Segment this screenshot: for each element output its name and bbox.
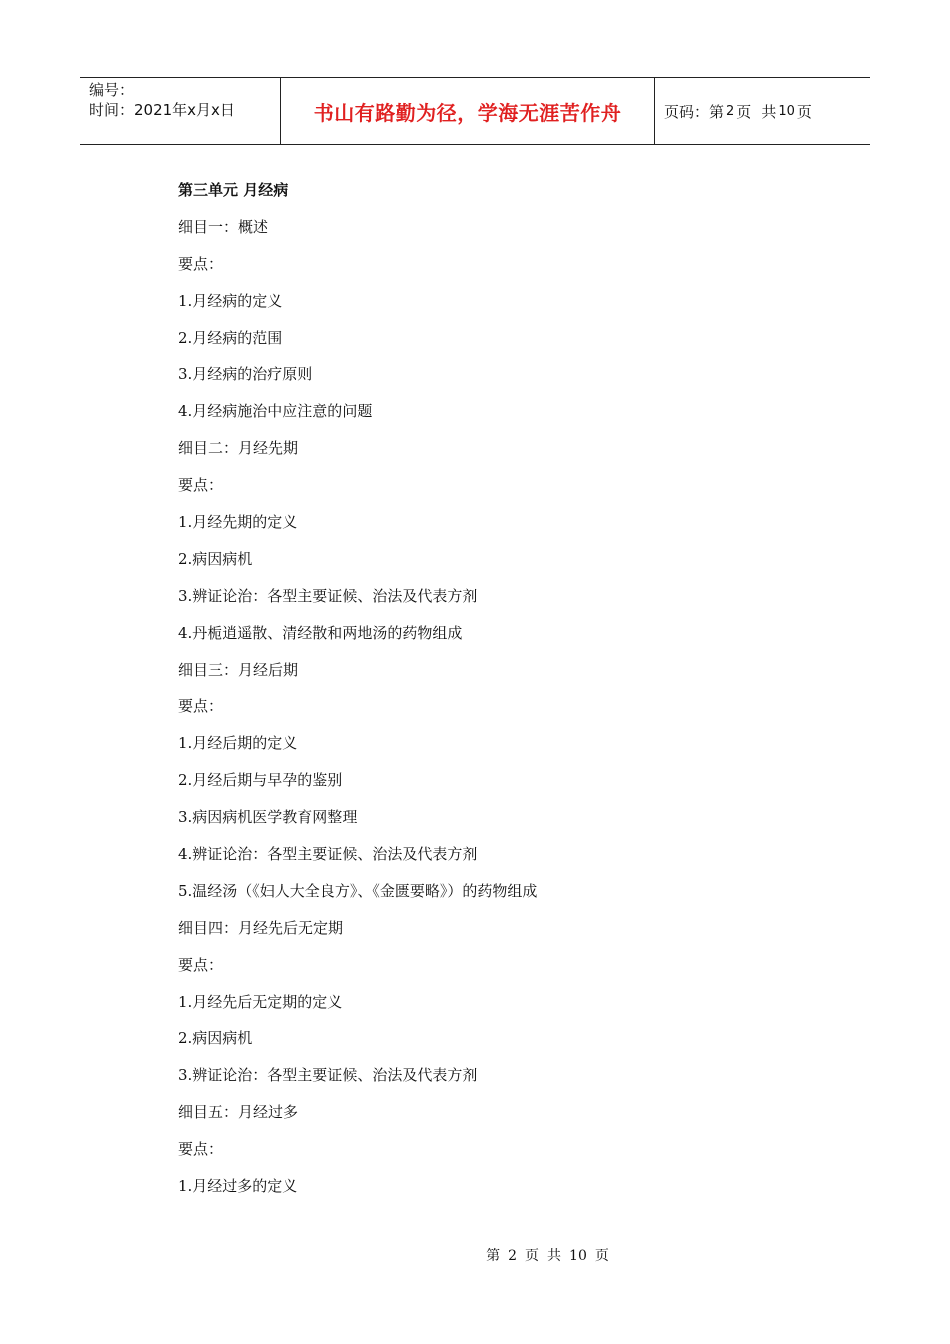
list-item: 1.月经先后无定期的定义 <box>178 992 343 1011</box>
document-time-label: 时间：2021年x月x日 <box>89 101 235 119</box>
page-suffix: 页 <box>736 102 752 121</box>
list-item: 1.月经病的定义 <box>178 291 283 310</box>
document-body <box>178 172 828 1205</box>
document-header <box>80 77 870 145</box>
key-points-label: 要点： <box>178 1140 224 1159</box>
page-footer <box>0 1245 950 1265</box>
header-motto <box>281 78 655 144</box>
subsection-heading: 细目四：月经先后无定期 <box>178 918 344 937</box>
footer-total-pages: 10 <box>569 1248 587 1264</box>
list-item: 3.病因病机医学教育网整理 <box>178 808 358 827</box>
footer-prefix: 第 <box>486 1248 501 1264</box>
page-prefix: 页码：第 <box>664 102 725 121</box>
footer-page-word: 页 <box>525 1248 540 1264</box>
list-item: 1.月经后期的定义 <box>178 734 298 753</box>
list-item: 4.辨证论治：各型主要证候、治法及代表方剂 <box>178 845 478 864</box>
page-total-suffix: 页 <box>796 102 812 121</box>
list-item: 2.月经后期与早孕的鉴别 <box>178 771 343 790</box>
footer-page-word-2: 页 <box>594 1248 609 1264</box>
list-item: 2.病因病机 <box>178 1029 253 1048</box>
subsection-heading: 细目二：月经先期 <box>178 439 299 458</box>
list-item: 5.温经汤（《妇人大全良方》、《金匮要略》）的药物组成 <box>178 881 538 900</box>
list-item: 3.辨证论治：各型主要证候、治法及代表方剂 <box>178 586 478 605</box>
list-item: 4.月经病施治中应注意的问题 <box>178 402 373 421</box>
subsection-heading: 细目一：概述 <box>178 217 269 236</box>
section-title: 第三单元 月经病 <box>178 181 289 199</box>
header-meta <box>80 78 281 144</box>
list-item: 1.月经过多的定义 <box>178 1177 298 1196</box>
footer-current-page: 2 <box>508 1248 518 1264</box>
motto-text: 书山有路勤为径，学海无涯苦作舟 <box>313 100 622 125</box>
list-item: 3.月经病的治疗原则 <box>178 365 313 384</box>
list-item: 1.月经先期的定义 <box>178 513 298 532</box>
list-item: 2.病因病机 <box>178 549 253 568</box>
list-item: 3.辨证论治：各型主要证候、治法及代表方剂 <box>178 1066 478 1085</box>
page-current: 2 <box>726 103 735 119</box>
list-item: 2.月经病的范围 <box>178 328 283 347</box>
subsection-heading: 细目五：月经过多 <box>178 1103 299 1122</box>
key-points-label: 要点： <box>178 697 224 716</box>
key-points-label: 要点： <box>178 955 224 974</box>
key-points-label: 要点： <box>178 254 224 273</box>
page-total-prefix: 共 <box>761 102 777 121</box>
document-number-label: 编号： <box>89 81 135 99</box>
footer-total-prefix: 共 <box>547 1248 562 1264</box>
key-points-label: 要点： <box>178 476 224 495</box>
page-total: 10 <box>778 103 795 119</box>
list-item: 4.丹栀逍遥散、清经散和两地汤的药物组成 <box>178 623 463 642</box>
header-page-indicator <box>655 78 870 144</box>
subsection-heading: 细目三：月经后期 <box>178 660 299 679</box>
